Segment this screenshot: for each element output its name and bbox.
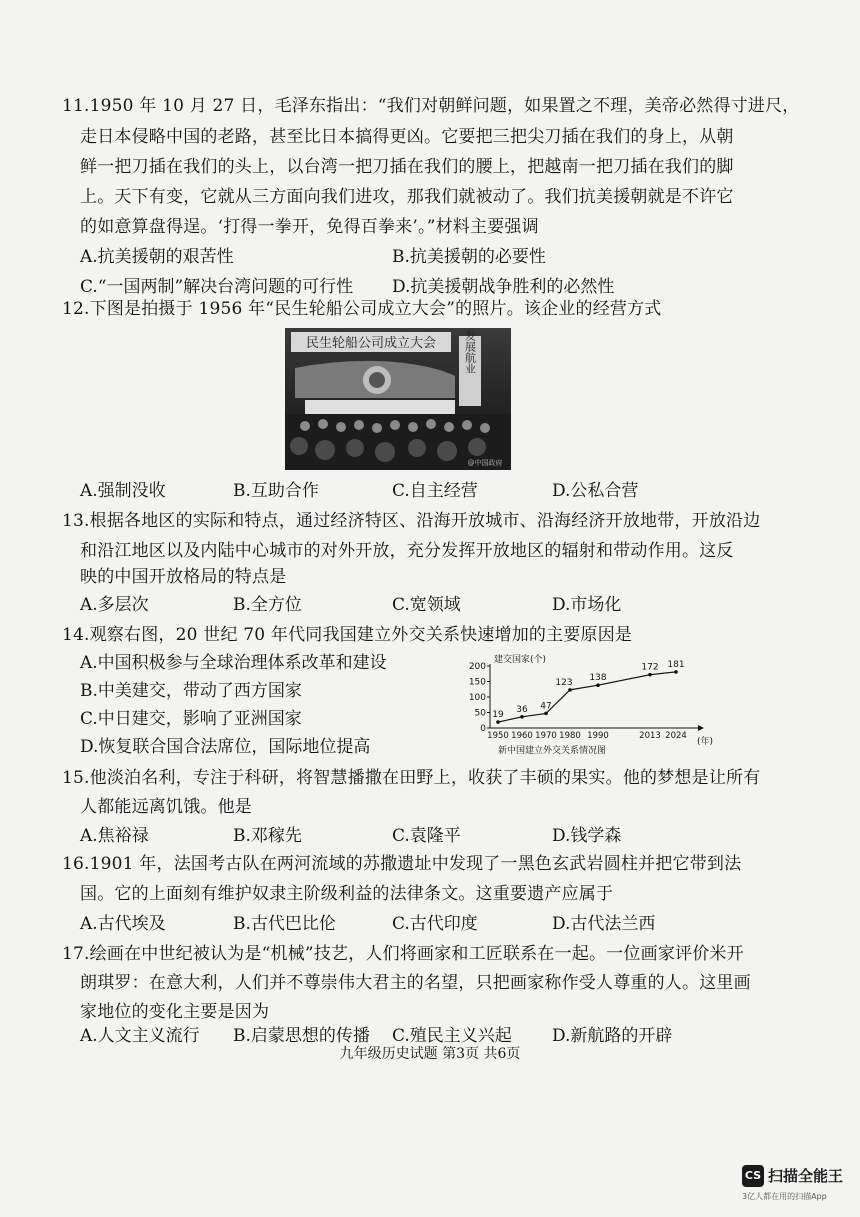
q17-line-2: 朗琪罗：在意大利，人们并不尊崇伟大君主的名望，只把画家称作受人尊重的人。这里画	[80, 973, 751, 993]
chart-xlabel: (年)	[697, 737, 714, 747]
chart-x-tick-label: 1980	[559, 731, 581, 741]
meeting-photo-illustration	[285, 328, 511, 470]
q13-option-a[interactable]: A.多层次	[80, 595, 149, 615]
q15-option-c[interactable]: C.袁隆平	[392, 826, 461, 846]
photo-banner-text: 民生轮船公司成立大会	[305, 336, 437, 351]
q13-option-b[interactable]: B.全方位	[233, 595, 302, 615]
q14-option-b[interactable]: B.中美建交，带动了西方国家	[80, 681, 302, 701]
chart-data-label: 138	[589, 673, 607, 684]
chart-point	[496, 720, 500, 724]
chart-point	[596, 683, 600, 687]
q14-option-c[interactable]: C.中日建交，影响了亚洲国家	[80, 709, 302, 729]
chart-data-label: 172	[641, 662, 659, 673]
chart-point	[544, 712, 548, 716]
q16-option-c[interactable]: C.古代印度	[392, 914, 478, 934]
q17-line-1: 17.绘画在中世纪被认为是“机械”技艺，人们将画家和工匠联系在一起。一位画家评价米开	[62, 944, 744, 964]
photo-side-banner: 发展航业	[463, 330, 477, 374]
chart-point	[674, 670, 678, 674]
q13-line-3: 映的中国开放格局的特点是	[80, 567, 287, 587]
chart-point	[520, 715, 524, 719]
photo-watermark: @中国政府	[467, 459, 503, 467]
chart-point	[568, 688, 572, 692]
q16-line-1: 16.1901 年，法国考古队在两河流域的苏撒遗址中发现了一黑色玄武岩圆柱并把它带到法	[62, 854, 742, 874]
chart-data-label: 19	[492, 710, 504, 721]
q14-option-a[interactable]: A.中国积极参与全球治理体系改革和建设	[80, 653, 387, 673]
q16-option-a[interactable]: A.古代埃及	[80, 914, 166, 934]
q15-option-b[interactable]: B.邓稼先	[233, 826, 302, 846]
chart-title: 新中国建立外交关系情况图	[498, 746, 607, 756]
q11-line-3: 鲜一把刀插在我们的头上，以台湾一把刀插在我们的腰上，把越南一把刀插在我们的脚	[80, 157, 734, 177]
chart-y-tick-label: 150	[468, 677, 486, 688]
q14-option-d[interactable]: D.恢复联合国合法席位，国际地位提高	[80, 737, 371, 757]
camscanner-logo-icon: CS	[742, 1165, 764, 1187]
q12-option-b[interactable]: B.互助合作	[233, 481, 319, 501]
q11-line-2: 走日本侵略中国的老路，甚至比日本搞得更凶。它要把三把尖刀插在我们的身上，从朝	[80, 127, 734, 147]
chart-x-axis-arrow-icon	[698, 725, 704, 731]
q11-option-d[interactable]: D.抗美援朝战争胜利的必然性	[392, 277, 615, 297]
chart-data-label: 36	[516, 704, 528, 715]
chart-x-tick-label: 2013	[639, 731, 661, 741]
diplomatic-relations-chart	[462, 652, 730, 757]
q17-line-3: 家地位的变化主要是因为	[80, 1002, 270, 1022]
q11-line-1: 11.1950 年 10 月 27 日，毛泽东指出：“我们对朝鲜问题，如果置之不理，美帝必然得寸进尺，	[62, 96, 800, 116]
q12-option-a[interactable]: A.强制没收	[80, 481, 166, 501]
q16-option-b[interactable]: B.古代巴比伦	[233, 914, 336, 934]
chart-y-tick-label: 100	[468, 693, 486, 703]
chart-ylabel: 建交国家(个)	[494, 655, 547, 665]
chart-y-tick-label: 0	[480, 724, 486, 734]
page-footer: 九年级历史试题 第3页 共6页	[339, 1046, 521, 1062]
q13-line-2: 和沿江地区以及内陆中心城市的对外开放，充分发挥开放地区的辐射和带动作用。这反	[80, 541, 734, 561]
q17-option-d[interactable]: D.新航路的开辟	[552, 1026, 673, 1046]
chart-y-tick-label: 200	[468, 662, 486, 672]
q15-option-a[interactable]: A.焦裕禄	[80, 826, 149, 846]
q16-option-d[interactable]: D.古代法兰西	[552, 914, 656, 934]
q16-line-2: 国。它的上面刻有维护奴隶主阶级利益的法律条文。这重要遗产应属于	[80, 884, 614, 904]
q13-option-c[interactable]: C.宽领域	[392, 595, 461, 615]
chart-x-tick-label: 1950	[487, 731, 509, 741]
q12-option-c[interactable]: C.自主经营	[392, 481, 478, 501]
q15-option-d[interactable]: D.钱学森	[552, 826, 622, 846]
q13-option-d[interactable]: D.市场化	[552, 595, 622, 615]
q15-line-1: 15.他淡泊名利，专注于科研，将智慧播撒在田野上，收获了丰硕的果实。他的梦想是让所有	[62, 768, 761, 788]
q11-option-a[interactable]: A.抗美援朝的艰苦性	[80, 247, 234, 267]
q11-option-c[interactable]: C.“一国两制”解决台湾问题的可行性	[80, 277, 354, 297]
chart-point	[648, 673, 652, 677]
camscanner-tagline: 3亿人都在用的扫描App	[742, 1192, 827, 1201]
camscanner-name: 扫描全能王	[768, 1167, 844, 1185]
q12-line-1: 12.下图是拍摄于 1956 年“民生轮船公司成立大会”的照片。该企业的经营方式	[62, 299, 662, 319]
meeting-photo	[285, 328, 511, 470]
chart-x-tick-label: 1960	[511, 731, 533, 741]
q11-line-5: 的如意算盘得逞。‘打得一拳开，免得百拳来’。”材料主要强调	[80, 217, 539, 237]
q17-option-a[interactable]: A.人文主义流行	[80, 1026, 200, 1046]
chart-x-tick-label: 1970	[535, 731, 557, 741]
chart-x-tick-label: 2024	[665, 731, 687, 741]
chart-data-label: 47	[540, 701, 552, 712]
q11-option-b[interactable]: B.抗美援朝的必要性	[392, 247, 546, 267]
q13-line-1: 13.根据各地区的实际和特点，通过经济特区、沿海开放城市、沿海经济开放地带，开放沿边	[62, 511, 761, 531]
q17-option-b[interactable]: B.启蒙思想的传播	[233, 1026, 370, 1046]
q11-line-4: 上。天下有变，它就从三方面向我们进攻，那我们就被动了。我们抗美援朝就是不许它	[80, 187, 734, 207]
q15-line-2: 人都能远离饥饿。他是	[80, 797, 252, 817]
chart-data-label: 181	[667, 659, 685, 670]
q14-line-1: 14.观察右图，20 世纪 70 年代同我国建立外交关系快速增加的主要原因是	[62, 625, 633, 645]
q12-option-d[interactable]: D.公私合营	[552, 481, 639, 501]
chart-y-tick-label: 50	[474, 708, 486, 719]
q17-option-c[interactable]: C.殖民主义兴起	[392, 1026, 512, 1046]
chart-data-label: 123	[555, 677, 573, 688]
chart-x-tick-label: 1990	[587, 731, 609, 741]
